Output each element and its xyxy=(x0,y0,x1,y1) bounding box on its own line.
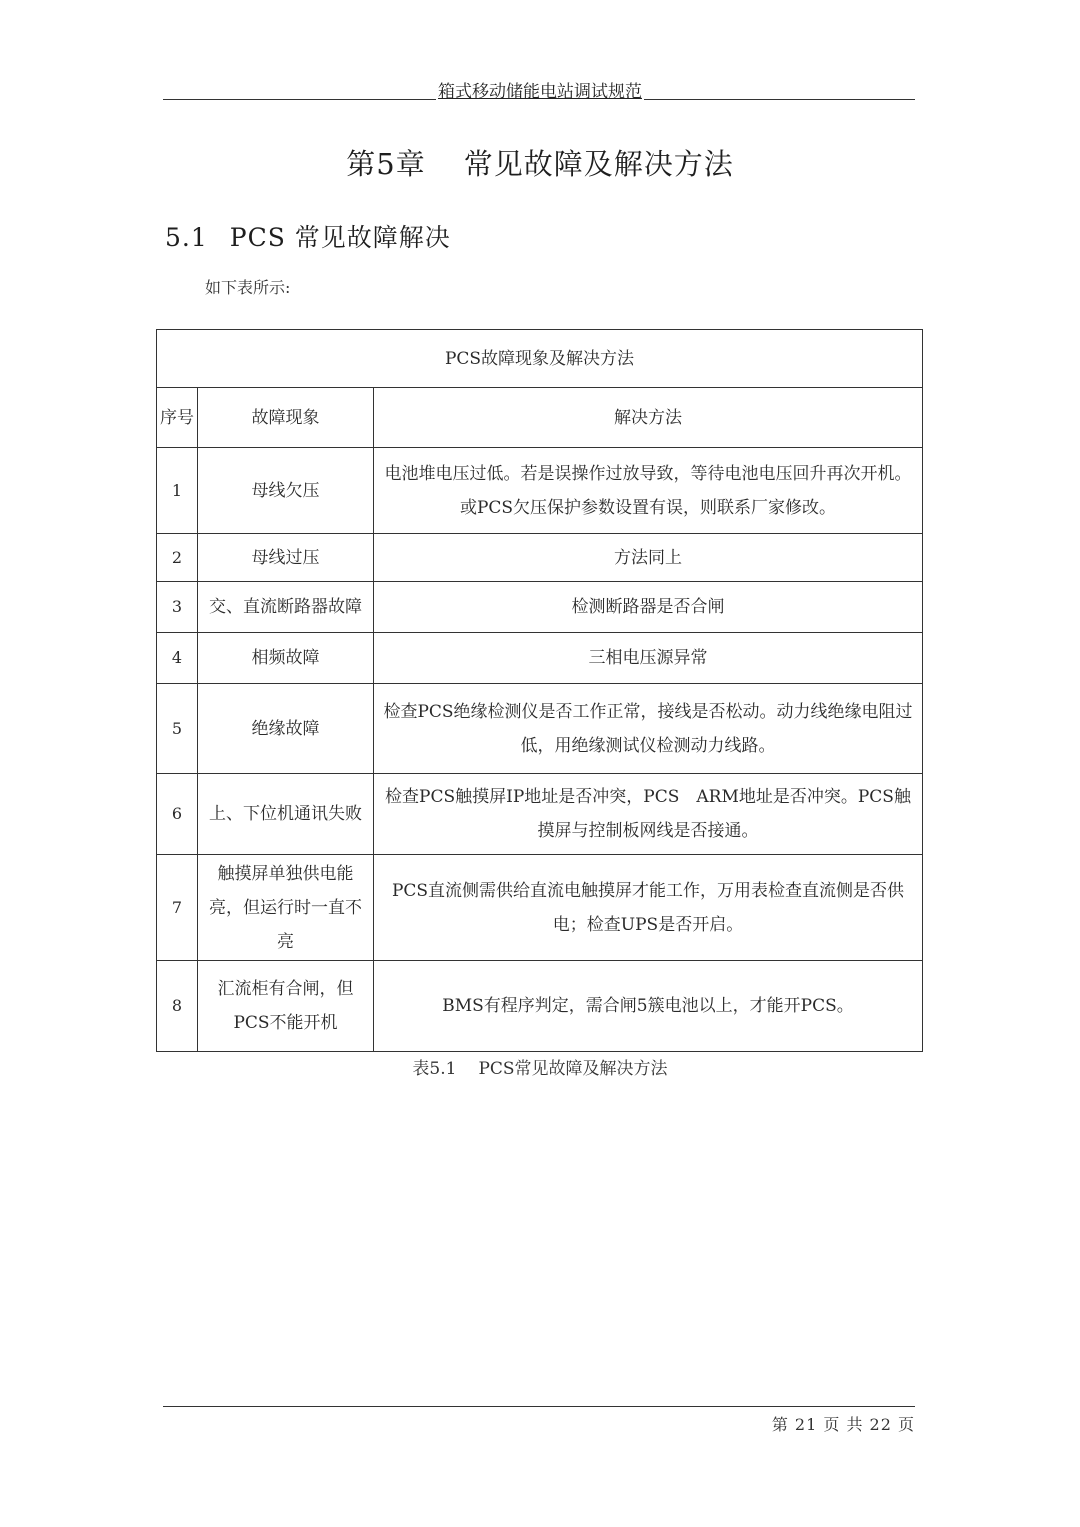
row-number: 4 xyxy=(157,633,198,684)
table-row xyxy=(157,448,923,534)
table-row xyxy=(157,774,923,855)
section-title: PCS 常见故障解决 xyxy=(229,223,451,252)
row-number: 2 xyxy=(157,534,198,582)
row-symptom: 交、直流断路器故障 xyxy=(198,582,374,633)
section-number: 5.1 xyxy=(165,223,208,252)
row-number: 7 xyxy=(157,855,198,961)
fault-table xyxy=(156,329,923,1052)
row-symptom: 相频故障 xyxy=(198,633,374,684)
table-figure-caption xyxy=(0,1056,1080,1082)
table-row xyxy=(157,582,923,633)
row-solution: 电池堆电压过低。若是误操作过放导致，等待电池电压回升再次开机。或PCS欠压保护参数设置有误，则联系厂家修改。 xyxy=(374,448,923,534)
column-header-symptom: 故障现象 xyxy=(198,388,374,448)
column-header-solution: 解决方法 xyxy=(374,388,923,448)
row-solution: BMS有程序判定，需合闸5簇电池以上，才能开PCS。 xyxy=(374,961,923,1052)
row-symptom: 触摸屏单独供电能亮，但运行时一直不亮 xyxy=(198,855,374,961)
table-row xyxy=(157,855,923,961)
row-solution: 检查PCS绝缘检测仪是否工作正常，接线是否松动。动力线绝缘电阻过低，用绝缘测试仪检测动力线路。 xyxy=(374,684,923,774)
table-row xyxy=(157,534,923,582)
row-symptom: 母线欠压 xyxy=(198,448,374,534)
row-number: 1 xyxy=(157,448,198,534)
row-symptom: 汇流柜有合闸，但PCS不能开机 xyxy=(198,961,374,1052)
table-row xyxy=(157,961,923,1052)
page-number: 第 21 页 共 22 页 xyxy=(771,1415,915,1434)
row-solution: 检查PCS触摸屏IP地址是否冲突，PCS ARM地址是否冲突。PCS触摸屏与控制板网线是否接通。 xyxy=(374,774,923,855)
running-header-title: 箱式移动储能电站调试规范 xyxy=(438,82,642,102)
running-header xyxy=(0,82,1080,102)
table-row xyxy=(157,684,923,774)
row-solution: PCS直流侧需供给直流电触摸屏才能工作，万用表检查直流侧是否供电；检查UPS是否开启。 xyxy=(374,855,923,961)
table-caption: PCS故障现象及解决方法 xyxy=(157,330,923,388)
row-solution: 三相电压源异常 xyxy=(374,633,923,684)
row-number: 5 xyxy=(157,684,198,774)
table-caption-row xyxy=(157,330,923,388)
row-number: 8 xyxy=(157,961,198,1052)
table-header-row xyxy=(157,388,923,448)
chapter-heading xyxy=(0,144,1080,184)
row-solution: 方法同上 xyxy=(374,534,923,582)
row-solution: 检测断路器是否合闸 xyxy=(374,582,923,633)
table-row xyxy=(157,633,923,684)
chapter-title: 常见故障及解决方法 xyxy=(463,147,734,181)
intro-text: 如下表所示: xyxy=(205,278,291,297)
caption-text: PCS常见故障及解决方法 xyxy=(478,1059,668,1079)
row-symptom: 绝缘故障 xyxy=(198,684,374,774)
row-symptom: 上、下位机通讯失败 xyxy=(198,774,374,855)
column-header-no: 序号 xyxy=(157,388,198,448)
row-number: 3 xyxy=(157,582,198,633)
chapter-number: 第5章 xyxy=(346,147,426,181)
section-heading xyxy=(165,220,451,256)
row-symptom: 母线过压 xyxy=(198,534,374,582)
footer-rule xyxy=(163,1406,915,1407)
row-number: 6 xyxy=(157,774,198,855)
caption-label: 表5.1 xyxy=(412,1059,457,1079)
